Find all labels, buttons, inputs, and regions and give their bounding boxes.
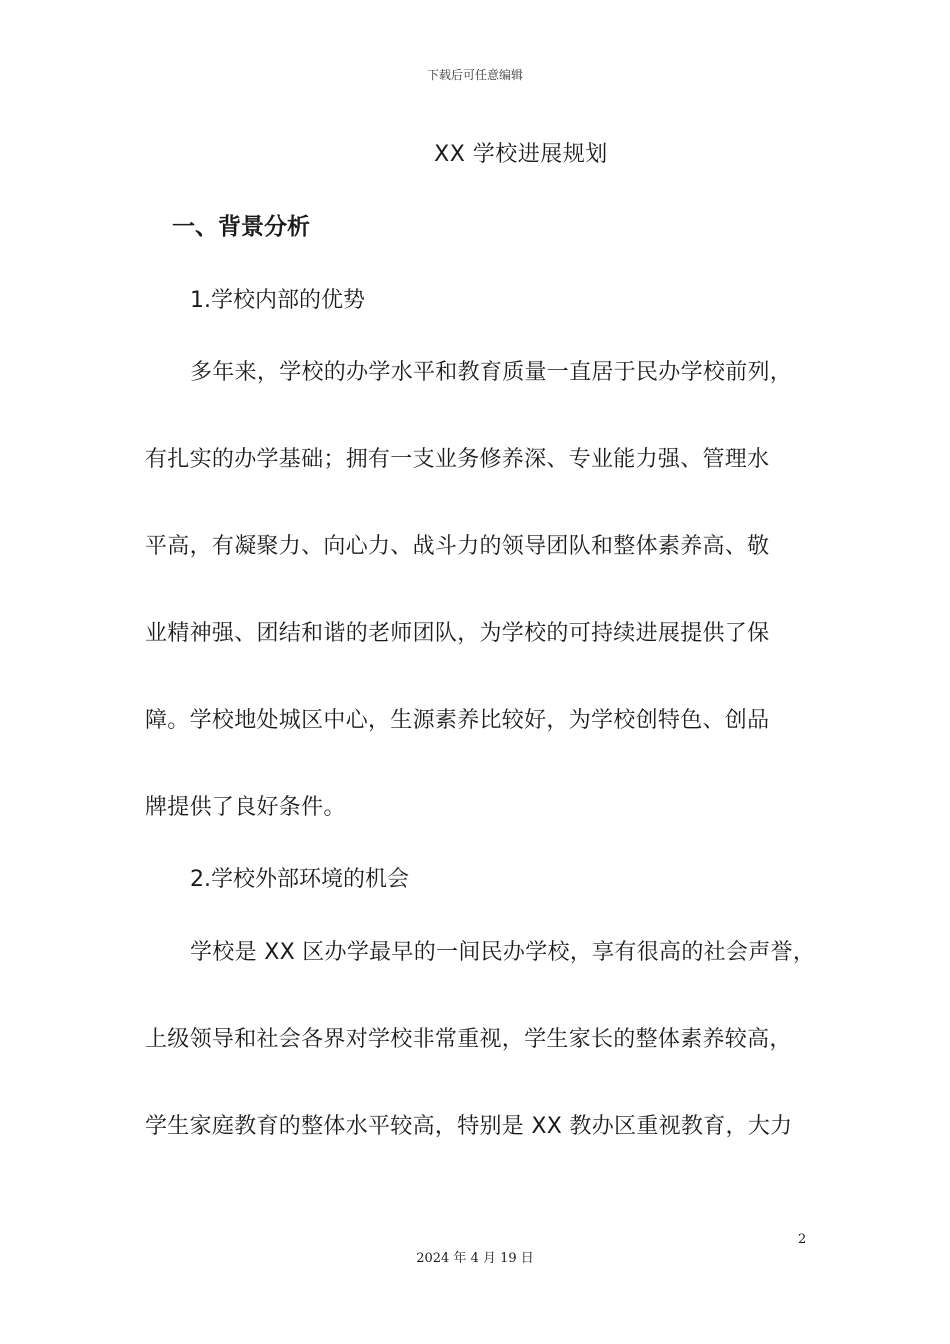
- paragraph-line: 平高，有凝聚力、向心力、战斗力的领导团队和整体素养高、敬: [145, 534, 770, 559]
- footer-date: 2024 年 4 月 19 日: [416, 1251, 534, 1266]
- page-number: 2: [798, 1232, 807, 1247]
- paragraph-line: 学生家庭教育的整体水平较高，特别是 XX 教办区重视教育，大力: [145, 1114, 793, 1139]
- section-heading: 一、背景分析: [172, 214, 310, 240]
- header-note: 下载后可任意编辑: [426, 68, 523, 82]
- document-title: XX 学校进展规划: [434, 142, 608, 167]
- paragraph-line: 学校是 XX 区办学最早的一间民办学校，享有很高的社会声誉，: [190, 940, 816, 965]
- paragraph-line: 障。学校地处城区中心，生源素养比较好，为学校创特色、创品: [145, 708, 770, 733]
- paragraph-line: 有扎实的办学基础；拥有一支业务修养深、专业能力强、管理水: [145, 447, 770, 472]
- subsection-heading-2: 2.学校外部环境的机会: [190, 867, 409, 892]
- paragraph-line: 牌提供了良好条件。: [145, 795, 346, 820]
- paragraph-line: 上级领导和社会各界对学校非常重视，学生家长的整体素养较高，: [145, 1027, 792, 1052]
- subsection-heading-1: 1.学校内部的优势: [190, 288, 365, 313]
- paragraph-line: 多年来，学校的办学水平和教育质量一直居于民办学校前列，: [190, 360, 793, 385]
- paragraph-line: 业精神强、团结和谐的老师团队，为学校的可持续进展提供了保: [145, 621, 770, 646]
